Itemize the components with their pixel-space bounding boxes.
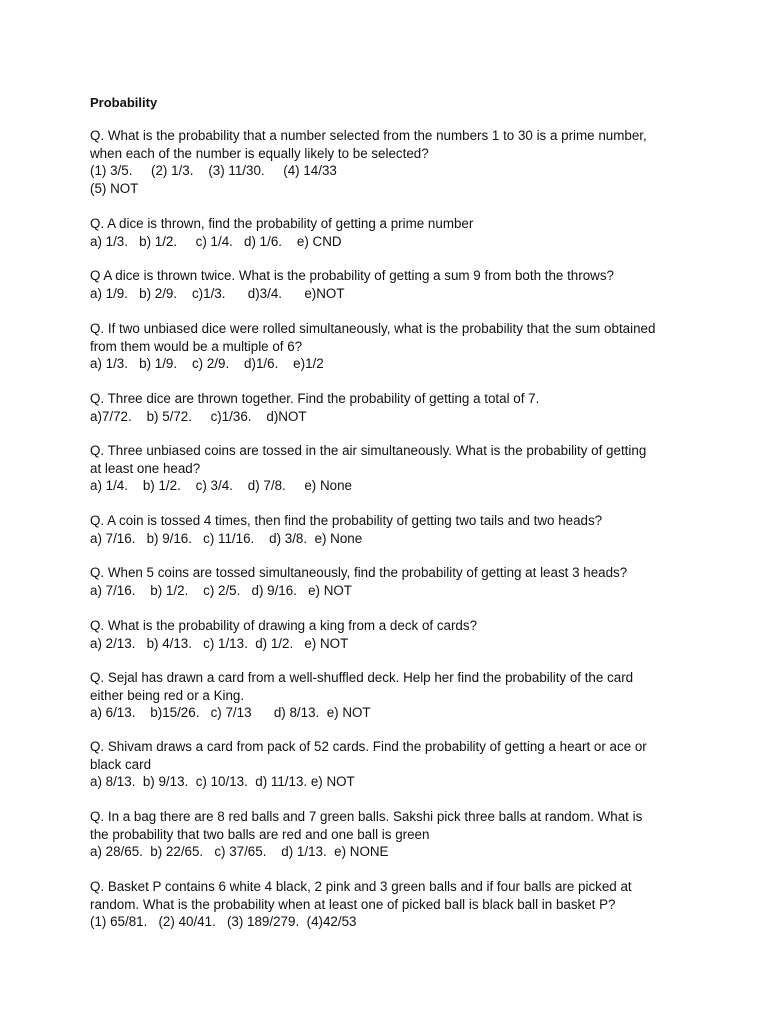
question-4-line-2: from them would be a multiple of 6? xyxy=(90,338,303,354)
question-12-line-1: Q. In a bag there are 8 red balls and 7 green balls. Sakshi pick three balls at random. What is xyxy=(90,809,643,824)
question-12-line-2: the probability that two balls are red and one ball is green xyxy=(90,826,430,842)
question-3-line-1: Q A dice is thrown twice. What is the probability of getting a sum 9 from both the throws? xyxy=(90,268,614,283)
question-7-line-1: Q. A coin is tossed 4 times, then find the probability of getting two tails and two heads? xyxy=(90,513,603,528)
question-4 xyxy=(90,320,690,373)
question-2-line-1: Q. A dice is thrown, find the probability of getting a prime number xyxy=(90,216,474,231)
question-8-line-1: Q. When 5 coins are tossed simultaneously, find the probability of getting at least 3 heads? xyxy=(90,565,628,580)
question-12-options: a) 28/65. b) 22/65. c) 37/65. d) 1/13. e) NONE xyxy=(90,844,389,859)
question-1-options-line-1: (1) 3/5. (2) 1/3. (3) 11/30. (4) 14/33 xyxy=(90,163,337,178)
question-3-options: a) 1/9. b) 2/9. c)1/3. d)3/4. e)NOT xyxy=(90,285,345,301)
question-1-line-2: when each of the number is equally likely to be selected? xyxy=(90,145,429,161)
question-7-options: a) 7/16. b) 9/16. c) 11/16. d) 3/8. e) None xyxy=(90,530,363,546)
question-13-options: (1) 65/81. (2) 40/41. (3) 189/279. (4)42/53 xyxy=(90,914,357,929)
question-10-options: a) 6/13. b)15/26. c) 7/13 d) 8/13. e) NOT xyxy=(90,705,371,720)
question-3 xyxy=(90,267,690,302)
question-10-line-2: either being red or a King. xyxy=(90,687,245,703)
question-9-options: a) 2/13. b) 4/13. c) 1/13. d) 1/2. e) NOT xyxy=(90,635,349,651)
question-11-options: a) 8/13. b) 9/13. c) 10/13. d) 11/13. e) NOT xyxy=(90,774,355,789)
question-12 xyxy=(90,808,690,861)
question-13 xyxy=(90,878,690,931)
question-4-line-1: Q. If two unbiased dice were rolled simultaneously, what is the probability that the sum obtained xyxy=(90,321,656,336)
question-11-line-1: Q. Shivam draws a card from pack of 52 cards. Find the probability of getting a heart or ace or xyxy=(90,739,647,754)
question-2-options: a) 1/3. b) 1/2. c) 1/4. d) 1/6. e) CND xyxy=(90,233,342,249)
question-4-options: a) 1/3. b) 1/9. c) 2/9. d)1/6. e)1/2 xyxy=(90,356,324,371)
question-5-line-1: Q. Three dice are thrown together. Find the probability of getting a total of 7. xyxy=(90,391,540,406)
question-2 xyxy=(90,215,690,250)
question-11 xyxy=(90,738,690,791)
question-10 xyxy=(90,669,690,722)
question-5-options: a)7/72. b) 5/72. c)1/36. d)NOT xyxy=(90,408,307,424)
question-1-options-line-2: (5) NOT xyxy=(90,180,139,196)
question-6 xyxy=(90,442,690,495)
question-10-line-1: Q. Sejal has drawn a card from a well-shuffled deck. Help her find the probability of the card xyxy=(90,670,634,685)
question-9 xyxy=(90,617,690,652)
question-6-options: a) 1/4. b) 1/2. c) 3/4. d) 7/8. e) None xyxy=(90,478,352,493)
question-8 xyxy=(90,564,690,599)
question-1 xyxy=(90,127,690,197)
question-5 xyxy=(90,390,690,425)
question-1-line-1: Q. What is the probability that a number selected from the numbers 1 to 30 is a prime number, xyxy=(90,128,647,143)
question-8-options: a) 7/16. b) 1/2. c) 2/5. d) 9/16. e) NOT xyxy=(90,582,352,598)
question-6-line-1: Q. Three unbiased coins are tossed in the air simultaneously. What is the probability of getting xyxy=(90,443,647,458)
question-9-line-1: Q. What is the probability of drawing a king from a deck of cards? xyxy=(90,618,478,633)
document-title: Probability xyxy=(90,95,158,110)
question-6-line-2: at least one head? xyxy=(90,460,201,476)
question-13-line-1: Q. Basket P contains 6 white 4 black, 2 pink and 3 green balls and if four balls are picked at xyxy=(90,879,632,894)
question-13-line-2: random. What is the probability when at least one of picked ball is black ball in basket P? xyxy=(90,896,616,912)
question-11-line-2: black card xyxy=(90,756,152,772)
question-7 xyxy=(90,512,690,547)
